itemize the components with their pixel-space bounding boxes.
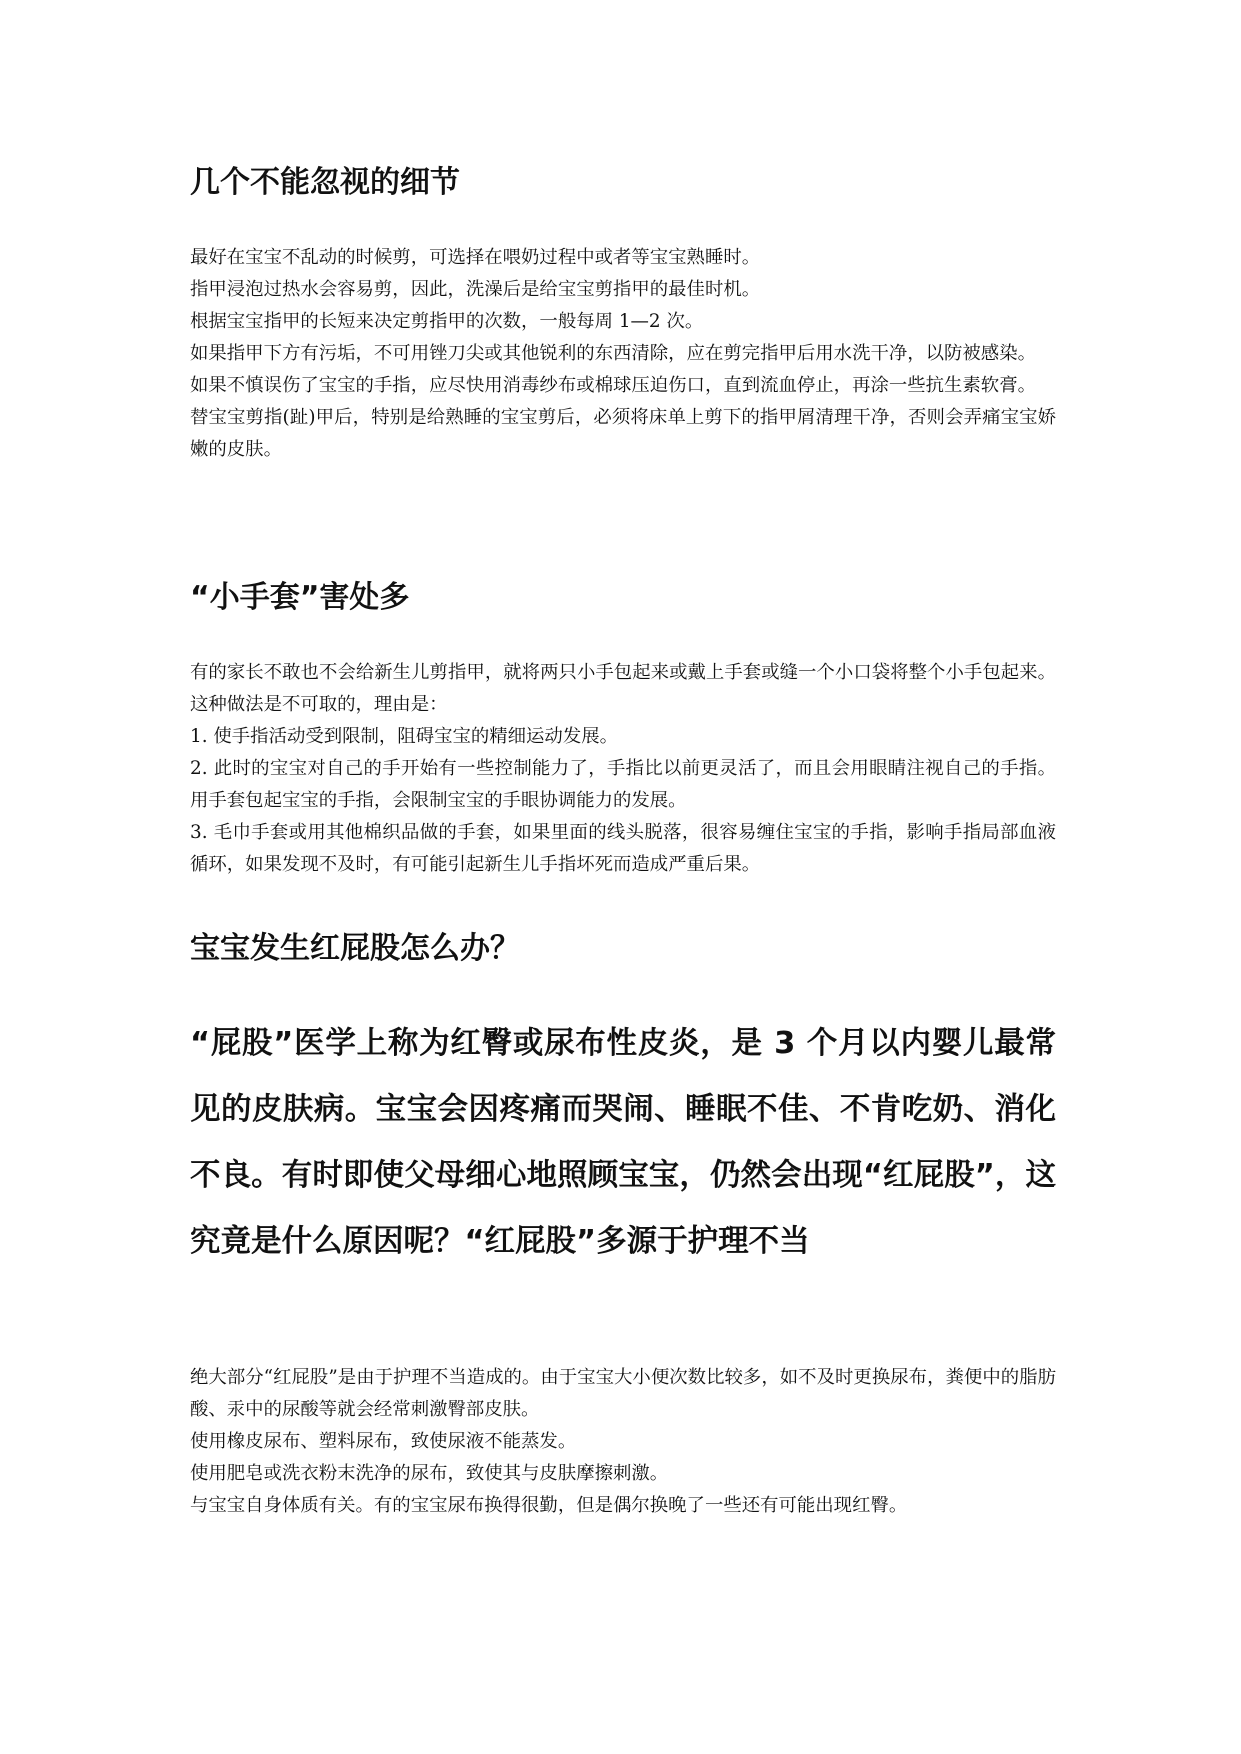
paragraph: 如果不慎误伤了宝宝的手指，应尽快用消毒纱布或棉球压迫伤口，直到流血停止，再涂一些抗生素软膏。 — [190, 375, 1036, 396]
section-body-mittens — [190, 657, 1056, 881]
list-item: 2. 此时的宝宝对自己的手开始有一些控制能力了，手指比以前更灵活了，而且会用眼睛注视自己的手指。用手套包起宝宝的手指，会限制宝宝的手眼协调能力的发展。 — [190, 758, 1056, 811]
section-title-diaper-rash: 宝宝发生红屁股怎么办？ — [190, 931, 520, 966]
paragraph: 与宝宝自身体质有关。有的宝宝尿布换得很勤，但是偶尔换晚了一些还有可能出现红臀。 — [190, 1495, 908, 1516]
section-title-details: 几个不能忽视的细节 — [190, 165, 460, 200]
paragraph: 使用肥皂或洗衣粉末洗净的尿布，致使其与皮肤摩擦刺激。 — [190, 1463, 669, 1484]
list-item: 3. 毛巾手套或用其他棉织品做的手套，如果里面的线头脱落，很容易缠住宝宝的手指，影响手指局部血液循环，如果发现不及时，有可能引起新生儿手指坏死而造成严重后果。 — [190, 822, 1056, 875]
list-item: 1. 使手指活动受到限制，阻碍宝宝的精细运动发展。 — [190, 726, 618, 747]
lead-paragraph: “屁股”医学上称为红臀或尿布性皮炎，是 3 个月以内婴儿最常见的皮肤病。宝宝会因疼痛而哭闹、睡眠不佳、不肯吃奶、消化不良。有时即使父母细心地照顾宝宝，仍然会出现“红屁股”，这究竟是什么原因呢？“红屁股”多源于护理不当 — [190, 1026, 1056, 1259]
paragraph: 绝大部分“红屁股”是由于护理不当造成的。由于宝宝大小便次数比较多，如不及时更换尿布，粪便中的脂肪酸、汞中的尿酸等就会经常刺激臀部皮肤。 — [190, 1367, 1056, 1420]
section-body-diaper-rash — [190, 1362, 1056, 1522]
section-title-mittens: “小手套”害处多 — [190, 580, 410, 615]
paragraph: 如果指甲下方有污垢，不可用锉刀尖或其他锐利的东西清除，应在剪完指甲后用水洗干净，以防被感染。 — [190, 343, 1036, 364]
paragraph: 最好在宝宝不乱动的时候剪，可选择在喂奶过程中或者等宝宝熟睡时。 — [190, 247, 761, 268]
paragraph: 指甲浸泡过热水会容易剪，因此，洗澡后是给宝宝剪指甲的最佳时机。 — [190, 279, 761, 300]
paragraph: 使用橡皮尿布、塑料尿布，致使尿液不能蒸发。 — [190, 1431, 577, 1452]
paragraph: 替宝宝剪指(趾)甲后，特别是给熟睡的宝宝剪后，必须将床单上剪下的指甲屑清理干净，否则会弄痛宝宝娇嫩的皮肤。 — [190, 407, 1056, 460]
section-body-details — [190, 242, 1056, 466]
paragraph: 根据宝宝指甲的长短来决定剪指甲的次数，一般每周 1—2 次。 — [190, 311, 704, 332]
paragraph: 有的家长不敢也不会给新生儿剪指甲，就将两只小手包起来或戴上手套或缝一个小口袋将整个小手包起来。这种做法是不可取的，理由是： — [190, 662, 1056, 715]
